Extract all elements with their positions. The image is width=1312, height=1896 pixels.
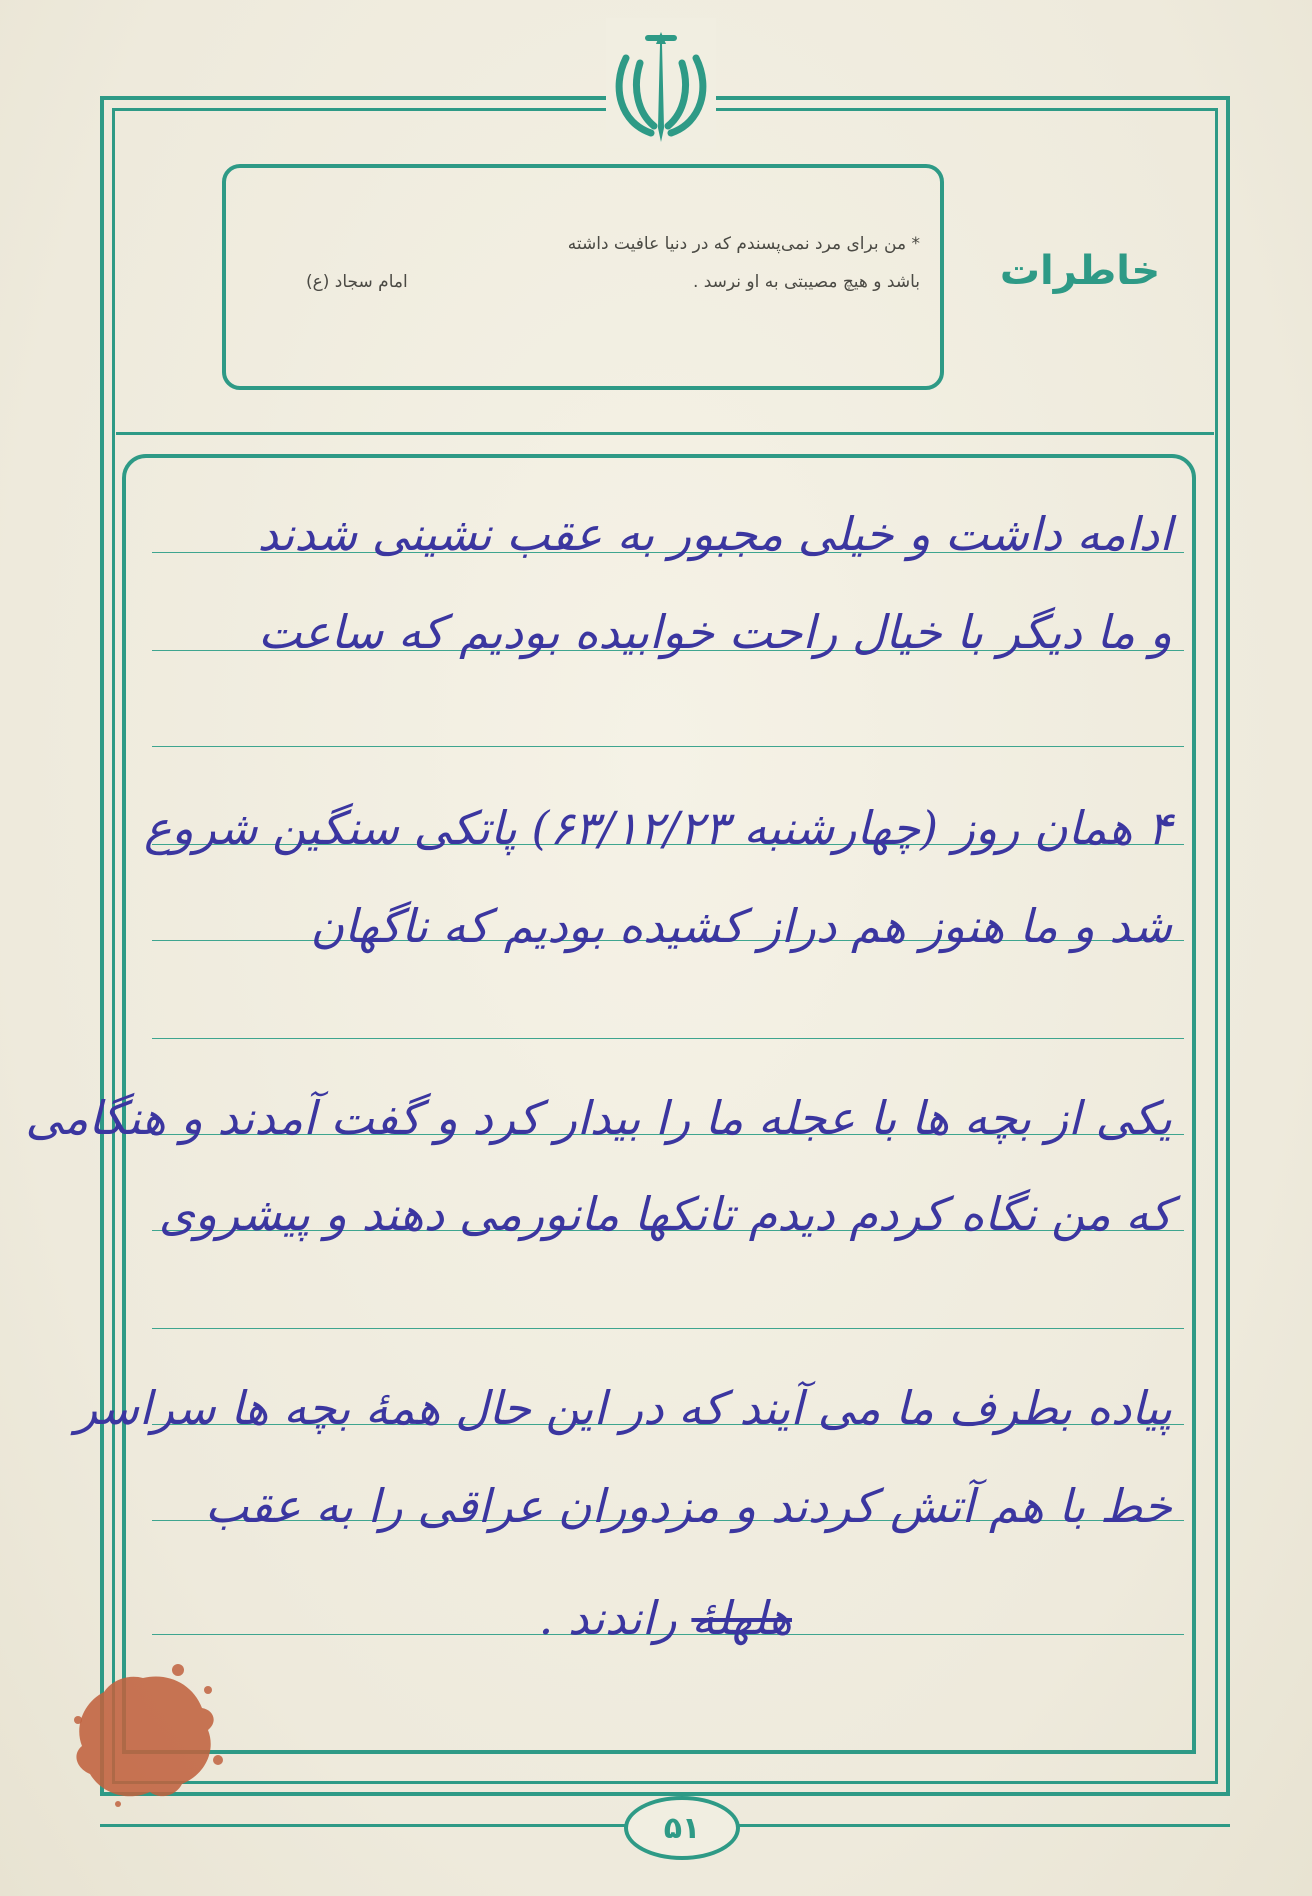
handwritten-line: ۴ همان روز (چهارشنبه ۶۳/۱۲/۲۳) پاتکی سنگین شروع bbox=[143, 801, 1172, 855]
section-title: خاطرات bbox=[999, 248, 1161, 294]
handwritten-line: پیاده بطرف ما می آیند که در این حال همهٔ بچه ها سراسر bbox=[75, 1381, 1172, 1435]
ruled-line bbox=[152, 1328, 1184, 1329]
quote-text-line-1: * من برای مرد نمی‌پسندم که در دنیا عافیت داشته bbox=[567, 234, 920, 254]
quote-attribution: امام سجاد (ع) bbox=[306, 272, 408, 292]
ink-blot-stain bbox=[58, 1650, 228, 1810]
handwritten-line-final bbox=[192, 1588, 792, 1648]
page-number: ۵۱ bbox=[624, 1796, 740, 1860]
handwritten-line: و ما دیگر با خیال راحت خوابیده بودیم که ساعت bbox=[258, 605, 1172, 659]
handwritten-line: که من نگاه کردم دیدم تانکها مانورمی دهند و پیشروی bbox=[158, 1187, 1172, 1241]
ruled-line bbox=[152, 1038, 1184, 1039]
emblem-icon bbox=[606, 18, 716, 148]
quote-text-line-2: باشد و هیچ مصیبتی به او نرسد . bbox=[692, 272, 920, 292]
final-word: راندند . bbox=[538, 1591, 677, 1645]
handwritten-line: خط با هم آتش کردند و مزدوران عراقی را به عقب bbox=[205, 1479, 1172, 1533]
quote-box bbox=[222, 164, 944, 390]
struck-word: هلهلهٔ bbox=[691, 1591, 792, 1645]
handwritten-line: شد و ما هنوز هم دراز کشیده بودیم که ناگهان bbox=[310, 899, 1172, 953]
handwritten-line: یکی از بچه ها با عجله ما را بیدار کرد و گفت آمدند و هنگامی bbox=[25, 1091, 1172, 1145]
ruled-line bbox=[152, 746, 1184, 747]
header-divider bbox=[116, 432, 1214, 435]
handwritten-line: ادامه داشت و خیلی مجبور به عقب نشینی شدند bbox=[257, 507, 1172, 561]
